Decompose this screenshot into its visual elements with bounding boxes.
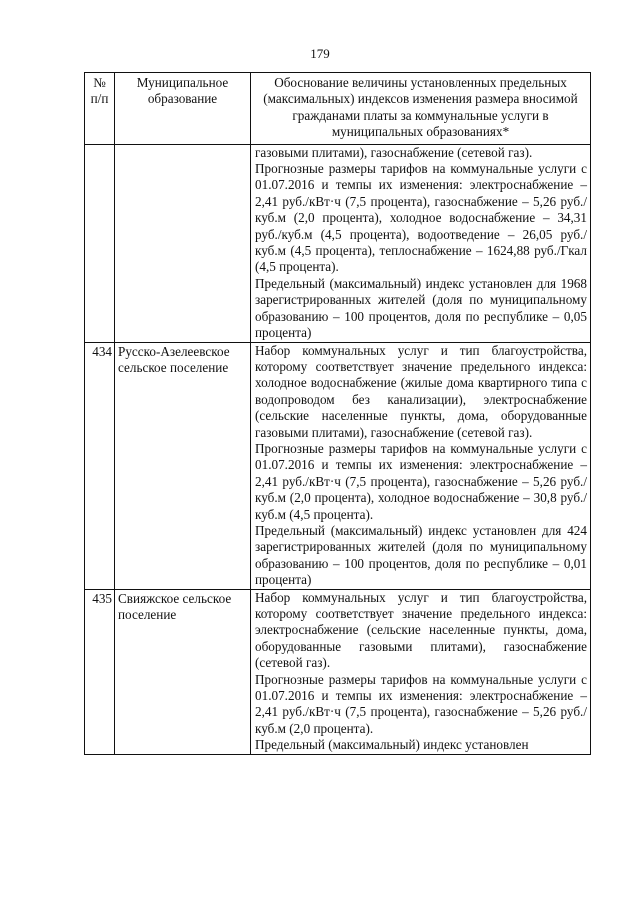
header-justification: Обоснование величины установленных предельных (максимальных) индексов изменения размера вносимой гражданами платы за коммунальные услуги в муниципальных образованиях* [251,73,591,145]
row-number [85,144,115,342]
row-number: 434 [85,342,115,589]
justification-paragraph: Предельный (максимальный) индекс установлен для 424 зарегистрированных жителей (доля по муниципальному образованию – 100 процентов, доля по республике – 0,01 процента) [255,522,587,588]
row-justification [251,342,591,589]
row-justification [251,589,591,754]
table-row [85,144,591,342]
table-row [85,589,591,754]
justification-paragraph: Прогнозные размеры тарифов на коммунальные услуги с 01.07.2016 и темпы их изменения: электроснабжение – 2,41 руб./кВт·ч (7,5 процента), газоснабжение – 5,26 руб./куб.м (2,0 процента). [255,671,587,736]
header-number: № п/п [85,73,115,145]
justification-paragraph: Набор коммунальных услуг и тип благоустройства, которому соответствует значение предельного индекса: электроснабжение (сельские населенные пункты, дома, оборудованные газовыми плитами), газоснабжение (сетевой газ). [255,589,587,671]
row-municipality: Свияжское сельское поселение [115,589,251,754]
row-justification [251,144,591,342]
header-municipality: Муниципальное образование [115,73,251,145]
row-number: 435 [85,589,115,754]
justification-paragraph: газовыми плитами), газоснабжение (сетевой газ). [255,144,533,160]
page-number: 179 [310,46,330,61]
tariff-index-table [84,72,591,755]
justification-paragraph: Набор коммунальных услуг и тип благоустройства, которому соответствует значение предельного индекса: холодное водоснабжение (жилые дома квартирного типа с водопроводом без канализации), электроснабжение (сельские населенные пункты, дома, оборудованные газовыми плитами), газоснабжение (сетевой газ). [255,342,587,440]
justification-paragraph: Прогнозные размеры тарифов на коммунальные услуги с 01.07.2016 и темпы их изменения: электроснабжение – 2,41 руб./кВт·ч (7,5 процента), газоснабжение – 5,26 руб./куб.м (2,0 процента), холодное водоснабжение – 30,8 руб./куб.м (4,5 процента). [255,440,587,522]
justification-paragraph: Предельный (максимальный) индекс установлен [255,737,529,753]
table-row [85,342,591,589]
justification-paragraph: Прогнозные размеры тарифов на коммунальные услуги с 01.07.2016 и темпы их изменения: электроснабжение – 2,41 руб./кВт·ч (7,5 процента), газоснабжение – 5,26 руб./куб.м (2,0 процента), холодное водоснабжение – 34,31 руб./куб.м (4,5 процента), водоотведение – 26,05 руб./куб.м (4,5 процента), теплоснабжение – 1624,88 руб./Гкал (4,5 процента). [255,161,587,275]
row-municipality: Русско-Азелеевское сельское поселение [115,342,251,589]
justification-paragraph: Предельный (максимальный) индекс установлен для 1968 зарегистрированных жителей (доля по муниципальному образованию – 100 процентов, доля по республике – 0,05 процента) [255,275,587,341]
row-municipality [115,144,251,342]
table-header-row [85,73,591,145]
